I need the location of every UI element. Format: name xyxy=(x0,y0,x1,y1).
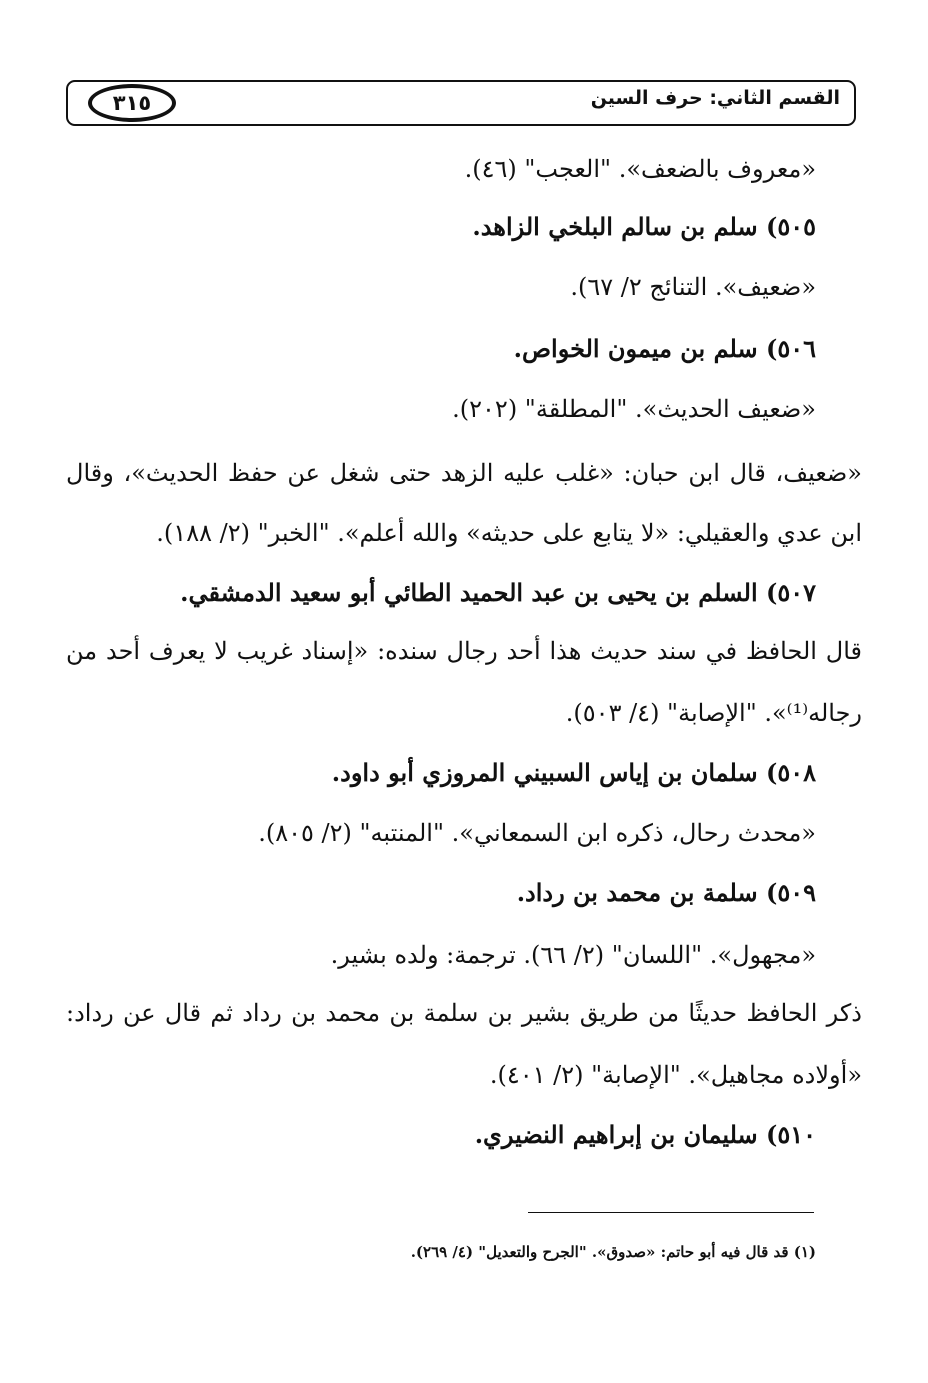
text-line: «محدث رحال، ذكره ابن السمعاني». "المنتبه" (٢/ ٨٠٥). xyxy=(258,819,816,847)
running-header-title: القسم الثاني: حرف السين xyxy=(590,87,840,109)
text-line: «مجهول». "اللسان" (٢/ ٦٦). ترجمة: ولده بشير. xyxy=(330,941,816,969)
page-number: ٣١٥ xyxy=(112,91,152,115)
text-line: «ضعيف الحديث». "المطلقة" (٢٠٢). xyxy=(452,395,816,423)
text-line: رجاله⁽¹⁾». "الإصابة" (٤/ ٥٠٣). xyxy=(565,699,862,727)
text-line: ابن عدي والعقيلي: «لا يتابع على حديثه» والله أعلم». "الخبر" (٢/ ١٨٨). xyxy=(156,519,862,547)
text-line: قال الحافظ في سند حديث هذا أحد رجال سنده: «إسناد غريب لا يعرف أحد من xyxy=(66,637,862,665)
footnote: (١) قد قال فيه أبو حاتم: «صدوق». "الجرح والتعديل" (٤/ ٢٦٩). xyxy=(410,1243,816,1261)
entry-heading: ٥٠٦) سلم بن ميمون الخواص. xyxy=(513,334,816,363)
text-line: «أولاده مجاهيل». "الإصابة" (٢/ ٤٠١). xyxy=(489,1061,862,1089)
entry-heading: ٥٠٩) سلمة بن محمد بن رداد. xyxy=(516,878,816,907)
footnote-separator xyxy=(528,1212,814,1213)
entry-heading: ٥١٠) سليمان بن إبراهيم النضيري. xyxy=(474,1120,816,1149)
text-line: «ضعيف». التنائج ٢/ ٦٧). xyxy=(570,273,816,301)
entry-heading: ٥٠٧) السلم بن يحيى بن عبد الحميد الطائي أبو سعيد الدمشقي. xyxy=(180,578,816,607)
text-line: «ضعيف، قال ابن حبان: «غلب عليه الزهد حتى شغل عن حفظ الحديث»، وقال xyxy=(66,459,862,487)
entry-heading: ٥٠٥) سلم بن سالم البلخي الزاهد. xyxy=(472,212,816,241)
page-number-badge xyxy=(88,84,176,122)
entry-heading: ٥٠٨) سلمان بن إياس السبيني المروزي أبو داود. xyxy=(331,758,816,787)
text-line: «معروف بالضعف». "العجب" (٤٦). xyxy=(464,155,816,183)
text-line: ذكر الحافظ حديثًا من طريق بشير بن سلمة بن محمد بن رداد ثم قال عن رداد: xyxy=(66,999,862,1027)
